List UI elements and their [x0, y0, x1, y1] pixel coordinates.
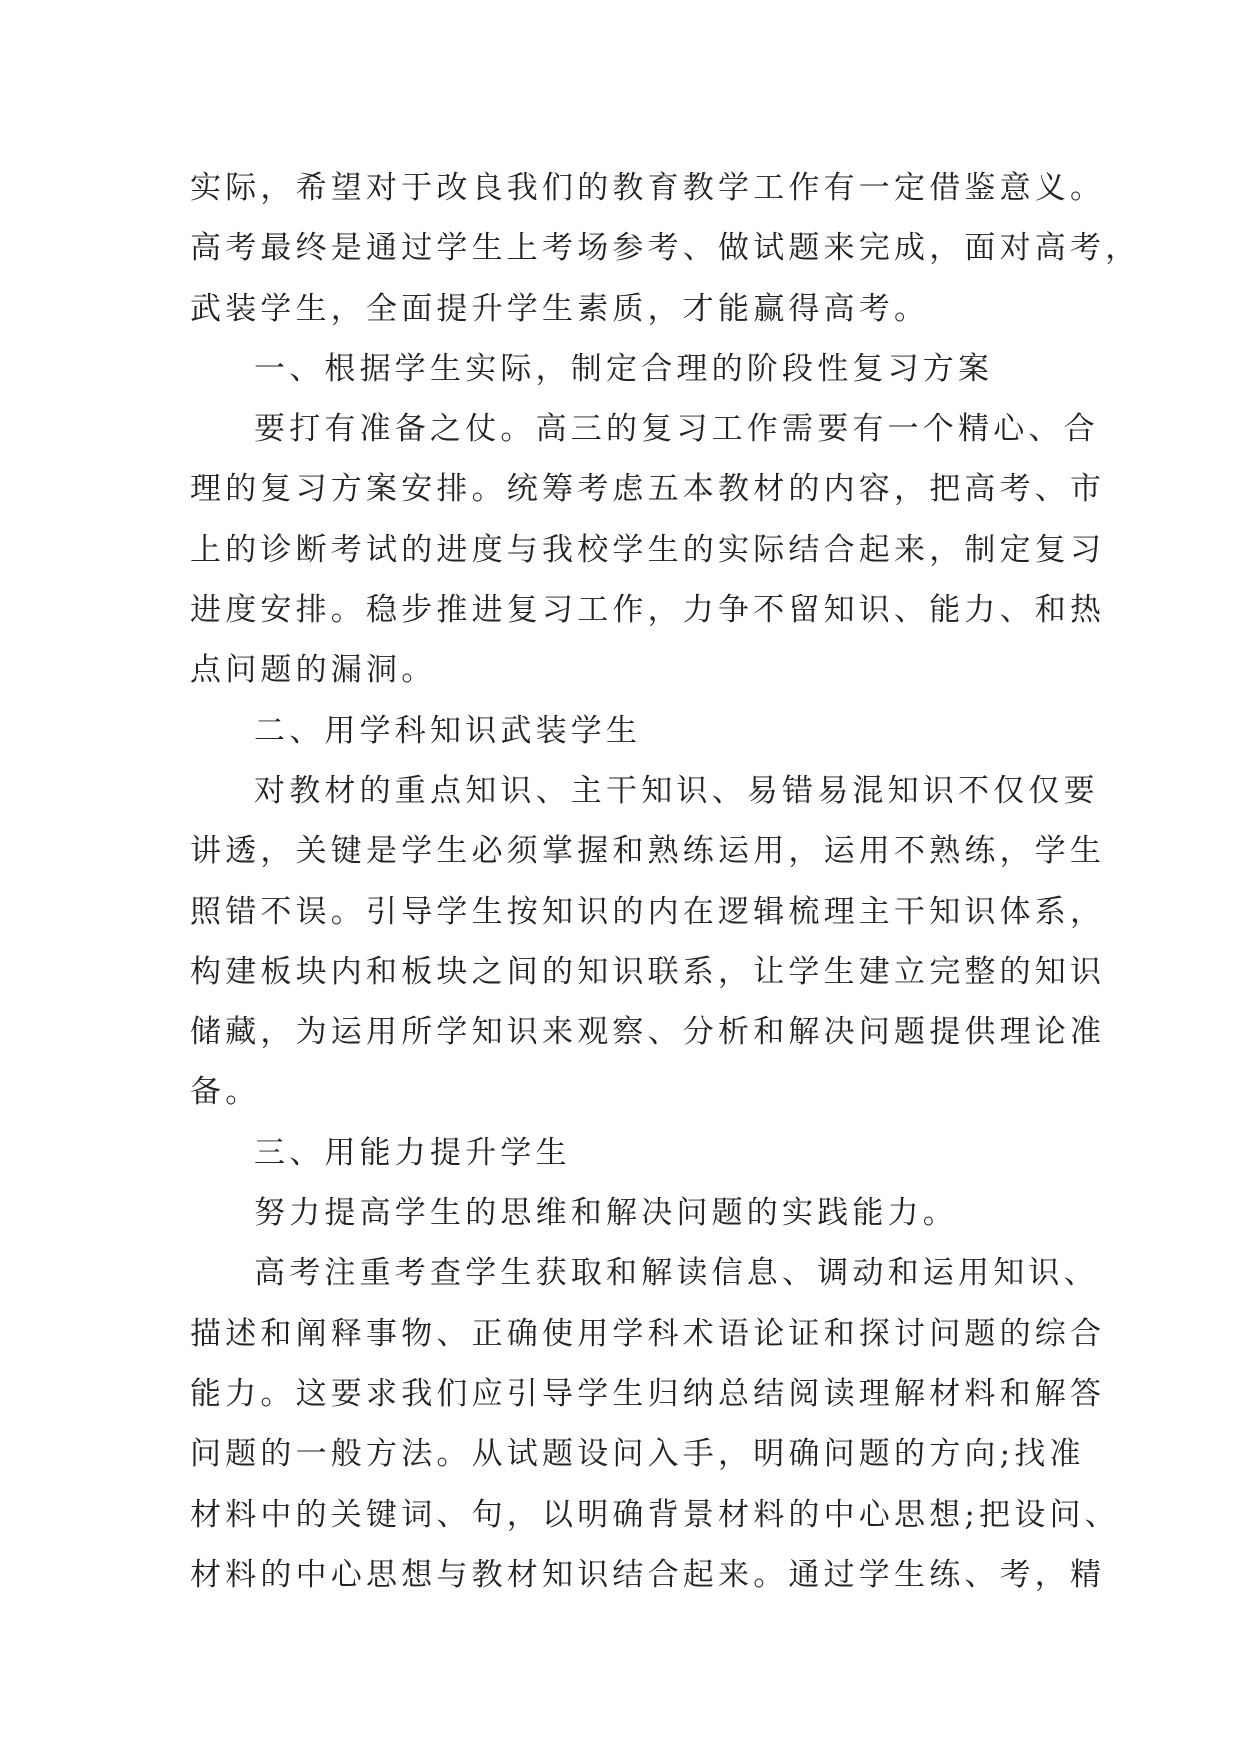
text-line: 理的复习方案安排。统筹考虑五本教材的内容，把高考、市: [190, 471, 1106, 508]
text-line: 讲透，关键是学生必须掌握和熟练运用，运用不熟练，学生: [190, 833, 1106, 870]
text-line: 努力提高学生的思维和解决问题的实践能力。: [254, 1195, 958, 1232]
text-line: 武装学生，全面提升学生素质，才能赢得高考。: [190, 290, 930, 327]
text-line: 上的诊断考试的进度与我校学生的实际结合起来，制定复习: [190, 531, 1106, 568]
text-line: 点问题的漏洞。: [190, 652, 437, 689]
text-line: 构建板块内和板块之间的知识联系，让学生建立完整的知识: [190, 953, 1106, 990]
text-line: 高考注重考查学生获取和解读信息、调动和运用知识、: [254, 1255, 1099, 1292]
text-line: 储藏，为运用所学知识来观察、分析和解决问题提供理论准: [190, 1014, 1106, 1051]
text-line: 要打有准备之仗。高三的复习工作需要有一个精心、合: [254, 411, 1099, 448]
text-line: 实际，希望对于改良我们的教育教学工作有一定借鉴意义。: [190, 170, 1106, 206]
section-heading-1: 一、根据学生实际，制定合理的阶段性复习方案: [254, 350, 994, 387]
text-line: 材料中的关键词、句，以明确背景材料的中心思想;把设问、: [190, 1496, 1120, 1533]
text-line: 问题的一般方法。从试题设问入手，明确问题的方向;找准: [190, 1436, 1085, 1473]
text-line: 材料的中心思想与教材知识结合起来。通过学生练、考，精: [190, 1556, 1106, 1593]
text-line: 描述和阐释事物、正确使用学科术语论证和探讨问题的综合: [190, 1315, 1106, 1352]
text-line: 进度安排。稳步推进复习工作，力争不留知识、能力、和热: [190, 592, 1106, 629]
text-line: 照错不误。引导学生按知识的内在逻辑梳理主干知识体系，: [190, 893, 1106, 930]
text-line: 对教材的重点知识、主干知识、易错易混知识不仅仅要: [254, 772, 1099, 809]
text-line: 能力。这要求我们应引导学生归纳总结阅读理解材料和解答: [190, 1375, 1106, 1412]
section-heading-2: 二、用学科知识武装学生: [254, 712, 642, 749]
document-body: [190, 158, 1141, 1605]
text-line: 备。: [190, 1074, 261, 1111]
text-line: 高考最终是通过学生上考场参考、做试题来完成，面对高考，: [190, 230, 1141, 267]
section-heading-3: 三、用能力提升学生: [254, 1134, 571, 1171]
